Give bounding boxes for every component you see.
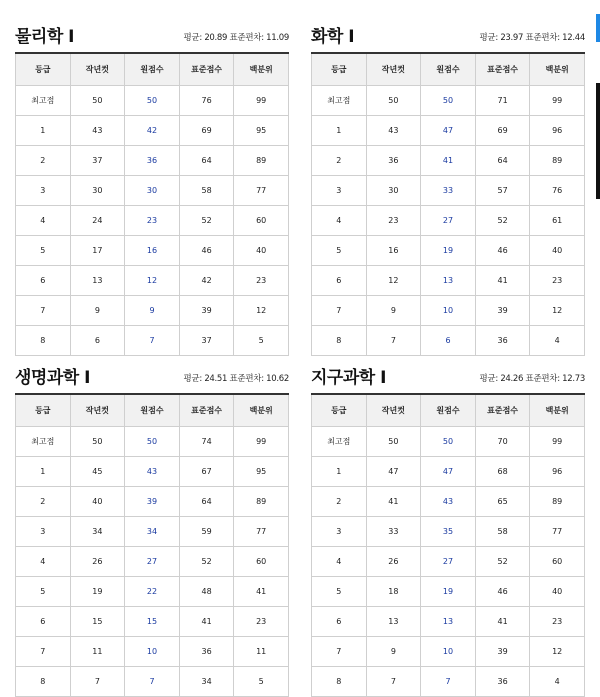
table-row [312,607,585,637]
table-cell: 10 [421,296,476,326]
table-cell: 24 [70,206,125,236]
table-cell: 33 [421,176,476,206]
column-header: 백분위 [530,394,585,427]
column-header: 백분위 [530,53,585,86]
table-cell: 96 [530,116,585,146]
table-header-row [312,53,585,86]
column-header: 원점수 [125,394,180,427]
table-cell: 6 [421,326,476,356]
table-cell: 69 [475,116,530,146]
table-row [16,266,289,296]
table-cell: 50 [125,86,180,116]
table-cell: 4 [16,206,71,236]
table-cell: 1 [312,457,367,487]
column-header: 작년컷 [70,394,125,427]
subject-stats: 평균: 24.51 표준편차: 10.62 [183,374,289,384]
panel-biology [15,363,289,697]
panel-header [311,22,585,52]
table-cell: 95 [234,457,289,487]
table-cell: 52 [179,206,234,236]
table-cell: 37 [70,146,125,176]
table-cell: 40 [70,487,125,517]
table-row [312,637,585,667]
panel-earth-science [311,363,585,697]
table-cell: 61 [530,206,585,236]
table-cell: 9 [125,296,180,326]
table-row [16,517,289,547]
table-cell: 1 [312,116,367,146]
table-cell: 76 [530,176,585,206]
table-cell: 89 [530,487,585,517]
column-header: 작년컷 [366,53,421,86]
table-row [16,236,289,266]
scrollbar-thumb[interactable] [596,83,600,199]
column-header: 원점수 [421,394,476,427]
table-cell: 37 [179,326,234,356]
table-cell: 65 [475,487,530,517]
table-cell: 12 [530,296,585,326]
table-cell: 39 [179,296,234,326]
panel-header [15,363,289,393]
table-cell: 9 [366,637,421,667]
scrollbar-accent[interactable] [596,14,600,42]
subject-stats: 평균: 24.26 표준편차: 12.73 [479,374,585,384]
table-cell: 64 [179,146,234,176]
table-cell: 10 [421,637,476,667]
table-cell: 59 [179,517,234,547]
table-cell: 7 [125,326,180,356]
table-cell: 89 [234,146,289,176]
table-cell: 6 [312,266,367,296]
table-cell: 1 [16,457,71,487]
table-cell: 39 [475,296,530,326]
table-cell: 60 [530,547,585,577]
table-cell: 34 [70,517,125,547]
table-cell: 27 [125,547,180,577]
table-cell: 52 [179,547,234,577]
table-cell: 89 [530,146,585,176]
table-row [312,517,585,547]
table-cell: 60 [234,547,289,577]
table-cell: 36 [475,667,530,697]
table-cell: 4 [312,547,367,577]
table-cell: 77 [530,517,585,547]
table-cell: 46 [475,236,530,266]
table-cell: 11 [234,637,289,667]
table-cell: 95 [234,116,289,146]
table-cell: 26 [70,547,125,577]
table-cell: 6 [16,607,71,637]
table-cell: 12 [530,637,585,667]
table-cell: 48 [179,577,234,607]
table-cell: 45 [70,457,125,487]
table-cell: 8 [16,326,71,356]
table-cell: 23 [234,266,289,296]
table-cell: 12 [234,296,289,326]
table-cell: 34 [125,517,180,547]
table-cell: 7 [366,667,421,697]
table-cell: 52 [475,206,530,236]
table-header-row [16,394,289,427]
table-cell: 57 [475,176,530,206]
column-header: 백분위 [234,394,289,427]
table-cell: 4 [312,206,367,236]
table-cell: 23 [530,266,585,296]
table-cell: 19 [421,577,476,607]
table-cell: 7 [16,637,71,667]
table-cell: 50 [366,86,421,116]
table-cell: 3 [16,517,71,547]
table-cell: 67 [179,457,234,487]
table-cell: 2 [16,146,71,176]
table-row [16,427,289,457]
table-header-row [16,53,289,86]
table-cell: 50 [70,427,125,457]
table-cell: 50 [366,427,421,457]
table-cell: 70 [475,427,530,457]
table-cell: 50 [70,86,125,116]
table-cell: 13 [366,607,421,637]
table-row [16,637,289,667]
table-cell: 16 [125,236,180,266]
table-cell: 41 [366,487,421,517]
table-cell: 10 [125,637,180,667]
table-cell: 99 [530,86,585,116]
table-cell: 16 [366,236,421,266]
table-cell: 5 [312,236,367,266]
table-cell: 9 [70,296,125,326]
table-cell: 50 [421,427,476,457]
table-cell: 15 [70,607,125,637]
table-cell: 27 [421,206,476,236]
table-cell: 36 [475,326,530,356]
table-cell: 77 [234,176,289,206]
table-cell: 69 [179,116,234,146]
column-header: 표준점수 [179,53,234,86]
table-cell: 76 [179,86,234,116]
table-cell: 최고점 [312,86,367,116]
table-cell: 17 [70,236,125,266]
column-header: 표준점수 [179,394,234,427]
table-cell: 2 [312,487,367,517]
table-cell: 7 [312,296,367,326]
table-cell: 3 [312,176,367,206]
table-row [16,547,289,577]
subject-title: 물리학 Ⅰ [15,27,75,47]
table-row [312,176,585,206]
table-cell: 99 [530,427,585,457]
table-cell: 18 [366,577,421,607]
table-cell: 7 [125,667,180,697]
table-cell: 13 [70,266,125,296]
table-cell: 34 [179,667,234,697]
table-cell: 5 [312,577,367,607]
table-cell: 8 [312,667,367,697]
table-cell: 47 [366,457,421,487]
table-cell: 50 [125,427,180,457]
table-cell: 36 [125,146,180,176]
table-cell: 8 [16,667,71,697]
table-cell: 7 [312,637,367,667]
table-row [312,116,585,146]
table-row [312,326,585,356]
table-cell: 26 [366,547,421,577]
grade-cut-table [311,393,585,697]
column-header: 등급 [16,53,71,86]
table-row [16,146,289,176]
table-row [16,667,289,697]
table-cell: 6 [70,326,125,356]
table-row [312,667,585,697]
table-header-row [312,394,585,427]
panel-header [311,363,585,393]
table-cell: 74 [179,427,234,457]
table-row [312,547,585,577]
table-row [16,487,289,517]
table-cell: 15 [125,607,180,637]
column-header: 백분위 [234,53,289,86]
table-cell: 43 [366,116,421,146]
table-cell: 50 [421,86,476,116]
table-row [16,577,289,607]
table-cell: 최고점 [312,427,367,457]
panel-chemistry [311,22,585,356]
table-cell: 39 [475,637,530,667]
table-cell: 41 [421,146,476,176]
subject-stats: 평균: 23.97 표준편차: 12.44 [479,33,585,43]
table-cell: 4 [530,667,585,697]
table-cell: 30 [125,176,180,206]
table-cell: 41 [234,577,289,607]
table-row [312,577,585,607]
column-header: 등급 [312,394,367,427]
table-row [312,266,585,296]
table-cell: 최고점 [16,86,71,116]
table-cell: 47 [421,116,476,146]
table-cell: 96 [530,457,585,487]
column-header: 등급 [312,53,367,86]
table-cell: 36 [179,637,234,667]
table-cell: 2 [16,487,71,517]
table-cell: 42 [125,116,180,146]
panel-physics [15,22,289,356]
table-row [16,86,289,116]
table-cell: 41 [475,607,530,637]
column-header: 작년컷 [366,394,421,427]
table-cell: 99 [234,427,289,457]
table-cell: 23 [125,206,180,236]
table-cell: 99 [234,86,289,116]
subject-title: 지구과학 Ⅰ [311,368,386,388]
table-cell: 3 [16,176,71,206]
table-row [312,146,585,176]
table-cell: 36 [366,146,421,176]
table-cell: 58 [179,176,234,206]
table-cell: 41 [179,607,234,637]
column-header: 원점수 [421,53,476,86]
table-cell: 52 [475,547,530,577]
table-row [312,427,585,457]
table-cell: 43 [70,116,125,146]
table-row [16,116,289,146]
table-cell: 13 [421,266,476,296]
table-cell: 5 [234,326,289,356]
table-cell: 23 [530,607,585,637]
table-cell: 19 [70,577,125,607]
table-cell: 12 [366,266,421,296]
table-row [312,86,585,116]
grade-cut-table [15,52,289,356]
table-cell: 1 [16,116,71,146]
subject-title: 화학 Ⅰ [311,27,355,47]
subject-title: 생명과학 Ⅰ [15,368,90,388]
table-row [16,457,289,487]
table-cell: 40 [234,236,289,266]
table-cell: 7 [70,667,125,697]
table-cell: 4 [16,547,71,577]
table-cell: 47 [421,457,476,487]
table-cell: 6 [16,266,71,296]
table-cell: 3 [312,517,367,547]
table-cell: 89 [234,487,289,517]
table-cell: 43 [125,457,180,487]
table-cell: 7 [366,326,421,356]
table-cell: 30 [70,176,125,206]
table-row [16,206,289,236]
table-cell: 40 [530,577,585,607]
grade-cut-table [311,52,585,356]
table-cell: 39 [125,487,180,517]
table-cell: 8 [312,326,367,356]
table-cell: 7 [421,667,476,697]
grade-cut-table [15,393,289,697]
subject-stats: 평균: 20.89 표준편차: 11.09 [183,33,289,43]
table-cell: 46 [475,577,530,607]
table-cell: 2 [312,146,367,176]
table-cell: 77 [234,517,289,547]
table-cell: 60 [234,206,289,236]
table-cell: 12 [125,266,180,296]
table-row [312,206,585,236]
table-cell: 5 [234,667,289,697]
table-cell: 22 [125,577,180,607]
table-cell: 64 [475,146,530,176]
table-cell: 27 [421,547,476,577]
table-cell: 40 [530,236,585,266]
table-row [16,607,289,637]
panel-header [15,22,289,52]
table-cell: 19 [421,236,476,266]
table-cell: 23 [366,206,421,236]
table-cell: 최고점 [16,427,71,457]
table-row [312,457,585,487]
column-header: 표준점수 [475,53,530,86]
table-cell: 64 [179,487,234,517]
column-header: 작년컷 [70,53,125,86]
table-cell: 4 [530,326,585,356]
table-row [16,176,289,206]
table-cell: 7 [16,296,71,326]
table-cell: 58 [475,517,530,547]
table-row [312,487,585,517]
table-cell: 5 [16,577,71,607]
table-row [16,326,289,356]
column-header: 등급 [16,394,71,427]
table-cell: 23 [234,607,289,637]
table-cell: 33 [366,517,421,547]
table-cell: 6 [312,607,367,637]
table-cell: 68 [475,457,530,487]
column-header: 원점수 [125,53,180,86]
table-row [16,296,289,326]
table-cell: 13 [421,607,476,637]
table-cell: 9 [366,296,421,326]
column-header: 표준점수 [475,394,530,427]
table-row [312,236,585,266]
table-row [312,296,585,326]
table-cell: 41 [475,266,530,296]
table-cell: 35 [421,517,476,547]
table-cell: 11 [70,637,125,667]
table-cell: 42 [179,266,234,296]
table-cell: 46 [179,236,234,266]
table-cell: 30 [366,176,421,206]
table-cell: 43 [421,487,476,517]
table-cell: 71 [475,86,530,116]
table-cell: 5 [16,236,71,266]
